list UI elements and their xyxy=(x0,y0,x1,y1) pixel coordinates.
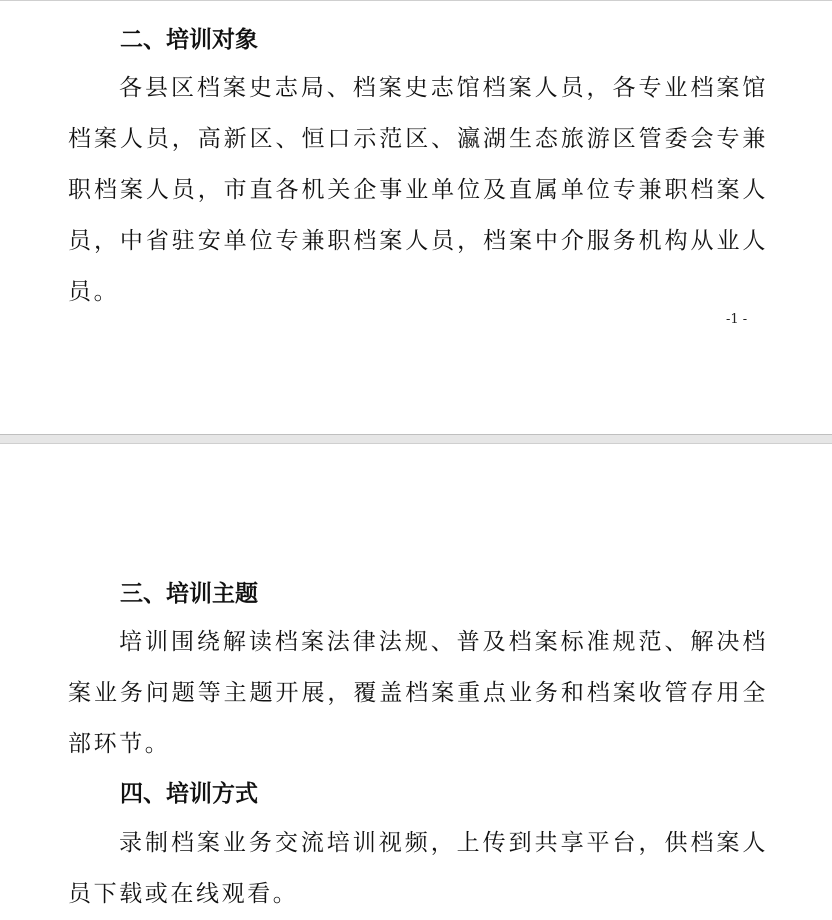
section-heading-training-method: 四、培训方式 xyxy=(120,781,258,807)
paragraph-training-targets: 各县区档案史志局、档案史志馆档案人员，各专业档案馆档案人员，高新区、恒口示范区、瀛湖生态旅游区管委会专兼职档案人员，市直各机关企事业单位及直属单位专兼职档案人员，中省驻安单位专兼职档案人员，档案中介服务机构从业人员。 xyxy=(68,75,768,305)
section-heading-training-targets: 二、培训对象 xyxy=(120,27,258,53)
section-heading-training-theme: 三、培训主题 xyxy=(120,581,258,607)
paragraph-training-method: 录制档案业务交流培训视频，上传到共享平台，供档案人员下载或在线观看。 xyxy=(68,830,768,907)
page-break-separator xyxy=(0,434,832,444)
page-number: -1 - xyxy=(726,312,748,327)
page-top-border xyxy=(0,0,832,1)
paragraph-training-theme: 培训围绕解读档案法律法规、普及档案标准规范、解决档案业务问题等主题开展，覆盖档案重点业务和档案收管存用全部环节。 xyxy=(68,629,768,757)
